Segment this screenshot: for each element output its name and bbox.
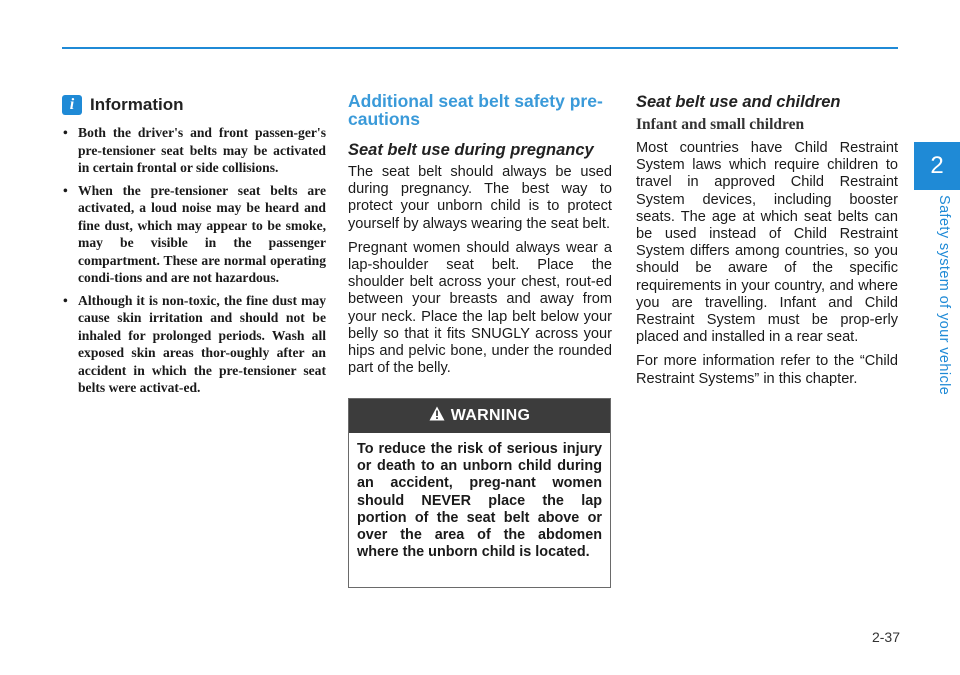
warning-box [348, 398, 611, 588]
warning-label: WARNING [450, 407, 531, 424]
list-item [62, 292, 326, 397]
chapter-title: Safety system of your vehicle [936, 195, 952, 396]
warning-text: To reduce the risk of serious injury or death to an unborn child during an accident, preg-nant women should NEVER place the lap portion of the seat belt above or over the area of the abdomen where the unborn child is located. [357, 441, 602, 561]
chapter-number-tab: 2 [914, 142, 960, 190]
pregnancy-subtitle: Seat belt use during pregnancy [348, 141, 594, 159]
paragraph: Pregnant women should always wear a lap-shoulder seat belt. Place the shoulder belt across your chest, rout-ed between your breasts and away from your neck. Place the lap belt below your belly so that it fits SNUGLY across your hips and pelvic bone, under the rounded part of the belly. [348, 239, 612, 377]
list-item [62, 124, 326, 177]
information-list [62, 124, 326, 397]
paragraph: The seat belt should always be used during pregnancy. The best way to protect your unborn child is to protect yourself by always wearing the seat belt. [348, 164, 612, 232]
paragraph: For more information refer to the “Child Restraint Systems” in this chapter. [636, 353, 898, 387]
bullet-text: When the pre-tensioner seat belts are activated, a loud noise may be heard and fine dust, which may appear to be smoke, may be visible in the passenger compartment. These are normal operating condi-tions and are not hazardous. [78, 182, 326, 285]
information-column [62, 92, 326, 402]
warning-triangle-icon [429, 406, 445, 426]
children-column [636, 92, 898, 395]
children-subtitle: Seat belt use and children [636, 93, 841, 111]
bullet-text: Both the driver's and front passen-ger's pre-tensioner seat belts may be activated in certain frontal or side collisions. [78, 125, 326, 175]
pregnancy-column [348, 92, 612, 384]
header-rule [62, 47, 898, 49]
bullet-marker: • [63, 182, 68, 198]
paragraph: Most countries have Child Restraint System laws which require children to travel in approved Child Restraint System devices, including booster seats. The age at which seat belts can be used instead of Child Restraint System differs among countries, so you should be aware of the specific requirements in your country, and where you are travelling. Infant and Child Restraint System must be prop-erly placed and installed in a rear seat. [636, 140, 898, 346]
warning-header [349, 399, 610, 433]
list-item [62, 182, 326, 287]
bullet-text: Although it is non-toxic, the fine dust may cause skin irritation and should not be inhaled for prolonged periods. Wash all exposed skin areas thor-oughly after an accident in which the pre-tensioner seat belts were activat-ed. [78, 292, 326, 395]
children-heading: Infant and small children [636, 116, 805, 133]
information-header [62, 94, 326, 116]
bullet-marker: • [63, 292, 68, 308]
section-title: Additional seat belt safety pre-cautions [348, 91, 603, 129]
page-number: 2-37 [871, 629, 900, 645]
information-title: Information [90, 95, 184, 114]
info-icon: i [62, 95, 82, 115]
bullet-marker: • [63, 125, 68, 140]
